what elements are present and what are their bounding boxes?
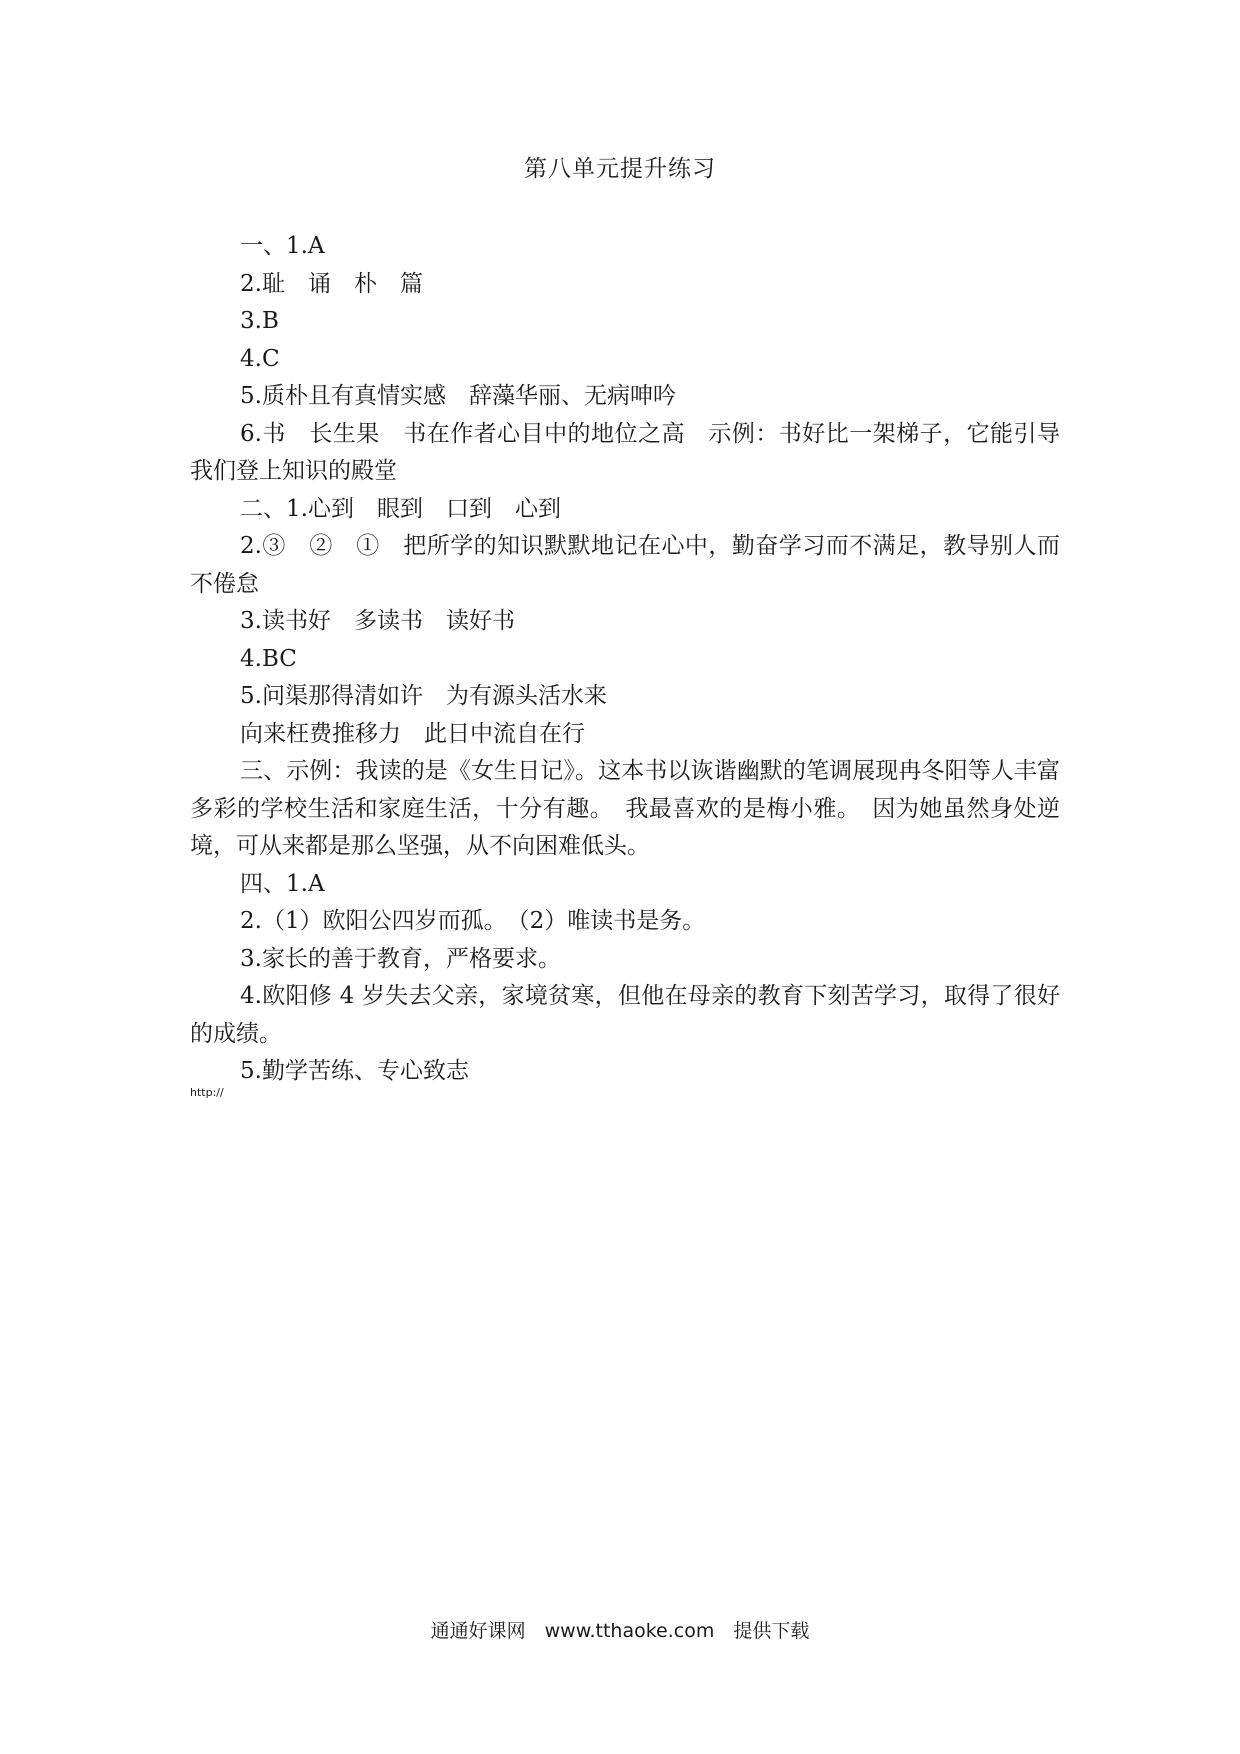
answer-content	[190, 228, 1060, 1091]
footer-source: 通通好课网 www.tthaoke.com 提供下载	[430, 1620, 810, 1642]
page-title: 第八单元提升练习	[524, 156, 716, 182]
answer-line-2-1: 二、1.心到 眼到 口到 心到	[240, 495, 561, 522]
answer-para-3: 三、示例：我读的是《女生日记》。这本书以诙谐幽默的笔调展现冉冬阳等人丰富多彩的学校生活和家庭生活，十分有趣。 我最喜欢的是梅小雅。 因为她虽然身处逆境，可从来都是那么坚强，从不向困难低头。	[190, 758, 1060, 859]
answer-line-2-3: 3.读书好 多读书 读好书	[240, 608, 515, 634]
answer-line-1-5: 5.质朴且有真情实感 辞藻华丽、无病呻吟	[240, 383, 676, 409]
answer-line-1-2: 2.耻 诵 朴 篇	[240, 270, 423, 297]
answer-line-1-3: 3.B	[240, 308, 279, 334]
answer-line-2-4: 4.BC	[240, 645, 297, 672]
answer-line-4-3: 3.家长的善于教育，严格要求。	[240, 945, 561, 972]
answer-para-4-4: 4.欧阳修 4 岁失去父亲，家境贫寒，但他在母亲的教育下刻苦学习，取得了很好的成绩。	[190, 983, 1060, 1047]
answer-para-1-6: 6.书 长生果 书在作者心目中的地位之高 示例：书好比一架梯子，它能引导我们登上知识的殿堂	[190, 420, 1060, 484]
answer-line-4-2: 2.（1）欧阳公四岁而孤。 （2）唯读书是务。	[240, 908, 706, 934]
url-note: http://	[190, 1086, 224, 1099]
answer-line-2-5b: 向来枉费推移力 此日中流自在行	[240, 720, 585, 747]
answer-line-4-5: 5.勤学苦练、专心致志	[240, 1058, 469, 1084]
answer-line-4-1: 四、1.A	[240, 870, 325, 897]
answer-para-2-2: 2.③ ② ① 把所学的知识默默地记在心中，勤奋学习而不满足，教导别人而不倦怠	[190, 533, 1060, 597]
answer-line-1-1: 一、1.A	[240, 233, 325, 259]
answer-line-2-5a: 5.问渠那得清如许 为有源头活水来	[240, 683, 607, 709]
answer-line-1-4: 4.C	[240, 345, 280, 372]
